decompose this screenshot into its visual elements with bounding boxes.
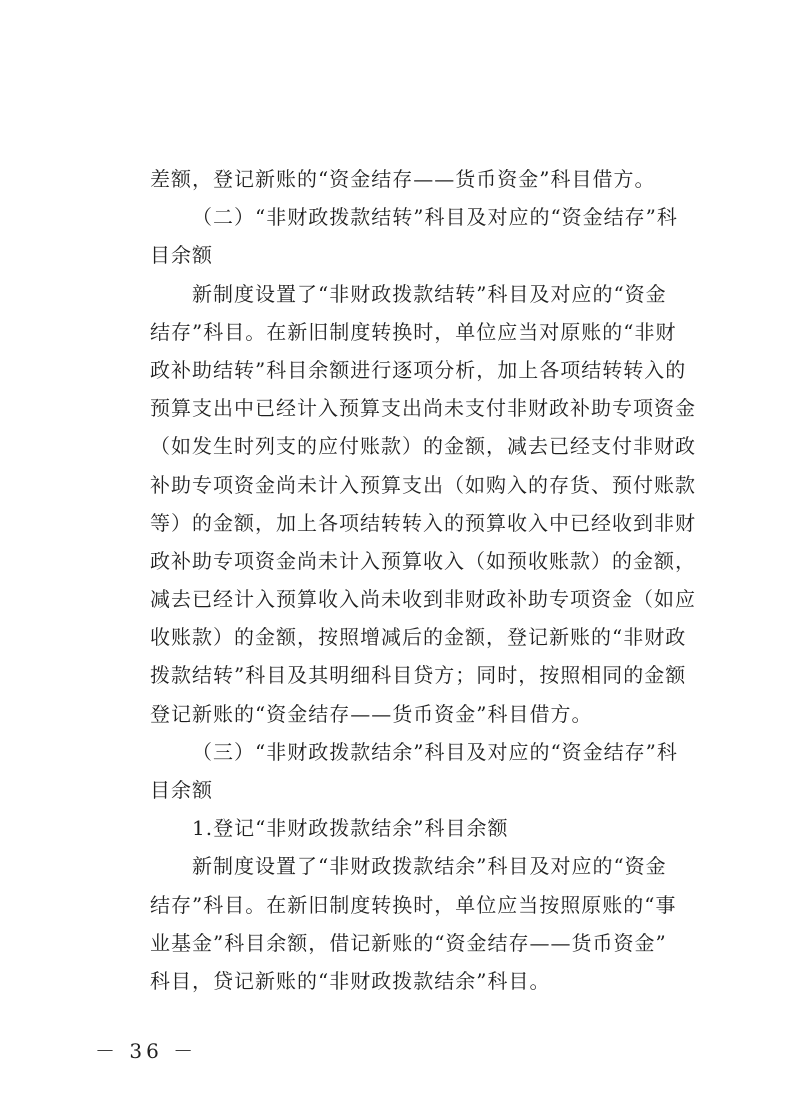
paragraph-line: 登记新账的“资金结存——货币资金”科目借方。 bbox=[150, 701, 593, 726]
paragraph-line: 补助专项资金尚未计入预算支出（如购入的存货、预付账款 bbox=[150, 472, 696, 497]
paragraph-line: 减去已经计入预算收入尚未收到非财政补助专项资金（如应 bbox=[150, 587, 696, 612]
paragraph-line: 预算支出中已经计入预算支出尚未支付非财政补助专项资金 bbox=[150, 396, 696, 421]
paragraph-line: （如发生时列支的应付账款）的金额，减去已经支付非财政 bbox=[150, 434, 696, 459]
paragraph-line: 政补助专项资金尚未计入预算收入（如预收账款）的金额， bbox=[150, 548, 696, 573]
paragraph-line: 业基金”科目余额，借记新账的“资金结存——货币资金” bbox=[150, 930, 667, 955]
section-heading-line: 目余额 bbox=[150, 778, 213, 802]
section-heading-line: （三）“非财政拨款结余”科目及对应的“资金结存”科 bbox=[192, 739, 678, 764]
paragraph-line: 结存”科目。在新旧制度转换时，单位应当对原账的“非财 bbox=[150, 319, 677, 344]
paragraph-line: 科目，贷记新账的“非财政拨款结余”科目。 bbox=[150, 968, 551, 993]
page-number: － 36 － bbox=[95, 1039, 198, 1063]
paragraph-line: 结存”科目。在新旧制度转换时，单位应当按照原账的“事 bbox=[150, 892, 677, 917]
paragraph-line: 等）的金额，加上各项结转转入的预算收入中已经收到非财 bbox=[150, 510, 696, 535]
section-heading-line: （二）“非财政拨款结转”科目及对应的“资金结存”科 bbox=[192, 205, 678, 230]
paragraph-line: 新制度设置了“非财政拨款结转”科目及对应的“资金 bbox=[192, 281, 667, 306]
subsection-heading-line: 1.登记“非财政拨款结余”科目余额 bbox=[192, 816, 509, 841]
paragraph-line: 差额，登记新账的“资金结存——货币资金”科目借方。 bbox=[150, 167, 656, 191]
paragraph-line: 收账款）的金额，按照增减后的金额，登记新账的“非财政 bbox=[150, 625, 687, 650]
body-text bbox=[150, 160, 696, 1000]
section-heading-line: 目余额 bbox=[150, 243, 213, 268]
paragraph-line: 政补助结转”科目余额进行逐项分析，加上各项结转转入的 bbox=[150, 357, 687, 382]
paragraph-line: 拨款结转”科目及其明细科目贷方；同时，按照相同的金额 bbox=[150, 663, 687, 688]
paragraph-line: 新制度设置了“非财政拨款结余”科目及对应的“资金 bbox=[192, 854, 667, 879]
